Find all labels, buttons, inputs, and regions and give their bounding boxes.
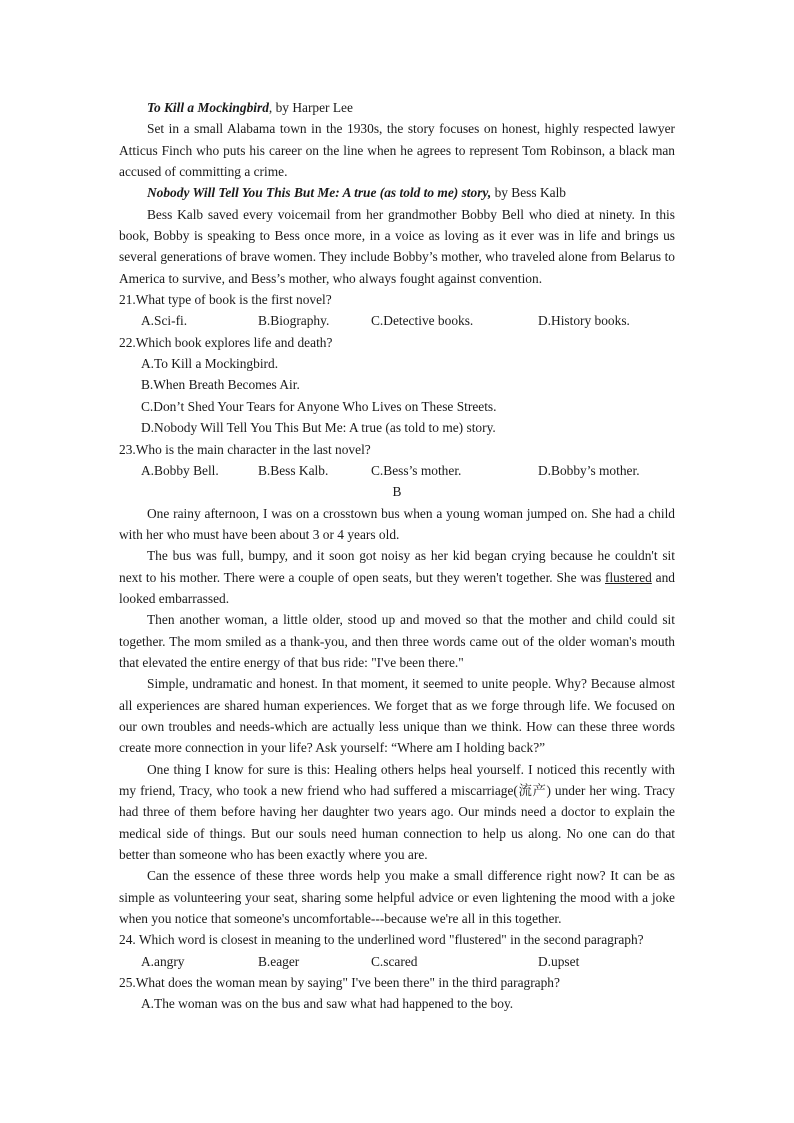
passage-paragraph-2 bbox=[119, 545, 675, 609]
book-2-author: by Bess Kalb bbox=[491, 185, 566, 201]
passage-paragraph-6: Can the essence of these three words help you make a small difference right now? It can be as simple as volunteering your seat, sharing some helpful advice or even lightening the mood with a joke when you notice that someone's uncomfortable---because we're all in this together. bbox=[119, 868, 675, 927]
question-24-options bbox=[119, 951, 675, 972]
passage-paragraph-1: One rainy afternoon, I was on a crosstown bus when a young woman jumped on. She had a child with her who must have been about 3 or 4 years old. bbox=[119, 505, 675, 542]
q24-option-a: A.angry bbox=[141, 953, 185, 969]
question-24: 24. Which word is closest in meaning to the underlined word "flustered" in the second paragraph? bbox=[119, 932, 644, 948]
book-1-heading bbox=[119, 97, 675, 118]
q23-option-b: B.Bess Kalb. bbox=[258, 462, 329, 478]
q22-option-b: B.When Breath Becomes Air. bbox=[141, 377, 300, 393]
passage-paragraph-4: Simple, undramatic and honest. In that moment, it seemed to unite people. Why? Because almost all experiences are shared human experiences. We forget that as we forge through life. We focused on our own troubles and needs-which are actually less unique than we think. How can these three words create more connection in your life? Ask yourself: “Where am I holding back?” bbox=[119, 676, 675, 756]
q24-option-c: C.scared bbox=[371, 953, 418, 969]
book-1-title: To Kill a Mockingbird bbox=[147, 100, 269, 115]
passage-paragraph-3: Then another woman, a little older, stood up and moved so that the mother and child could sit together. The mom smiled as a thank-you, and then three words came out of the older woman's mouth that elevated the entire energy of that bus ride: "I've been there." bbox=[119, 612, 675, 670]
q21-option-b: B.Biography. bbox=[258, 313, 330, 329]
q21-option-d: D.History books. bbox=[538, 313, 630, 329]
question-23: 23.Who is the main character in the last novel? bbox=[119, 441, 371, 457]
q23-option-a: A.Bobby Bell. bbox=[141, 462, 219, 478]
p2-text-before: The bus was full, bumpy, and it soon got noisy as her kid began crying because he couldn't sit next to his mother. There were a couple of open seats, but they weren't together. She was bbox=[119, 548, 675, 585]
question-21-options bbox=[119, 310, 675, 331]
book-1-description: Set in a small Alabama town in the 1930s, the story focuses on honest, highly respected lawyer Atticus Finch who puts his career on the line when he agrees to represent Tom Robinson, a black man accused of committing a crime. bbox=[119, 121, 675, 180]
q22-option-a: A.To Kill a Mockingbird. bbox=[141, 356, 279, 372]
q24-option-d: D.upset bbox=[538, 953, 580, 969]
book-2-heading bbox=[119, 182, 675, 203]
section-b-heading: B bbox=[392, 484, 402, 500]
q24-option-b: B.eager bbox=[258, 953, 300, 969]
underlined-word-flustered: flustered bbox=[605, 569, 652, 585]
q22-option-d: D.Nobody Will Tell You This But Me: A true (as told to me) story. bbox=[141, 420, 496, 436]
question-25: 25.What does the woman mean by saying" I've been there" in the third paragraph? bbox=[119, 975, 560, 991]
question-22: 22.Which book explores life and death? bbox=[119, 334, 333, 350]
question-23-options bbox=[119, 460, 675, 481]
q21-option-c: C.Detective books. bbox=[371, 313, 474, 329]
book-2-title: Nobody Will Tell You This But Me: A true (as told to me) story, bbox=[147, 185, 492, 201]
document-content bbox=[119, 97, 675, 1015]
q25-option-a: A.The woman was on the bus and saw what had happened to the boy. bbox=[141, 996, 514, 1012]
p2-text-after: and looked embarrassed. bbox=[119, 569, 676, 606]
q23-option-c: C.Bess’s mother. bbox=[371, 462, 462, 478]
book-1-author: , by Harper Lee bbox=[268, 100, 353, 115]
q23-option-d: D.Bobby’s mother. bbox=[538, 462, 640, 478]
question-21: 21.What type of book is the first novel? bbox=[119, 292, 332, 308]
book-2-description: Bess Kalb saved every voicemail from her grandmother Bobby Bell who died at ninety. In this book, Bobby is speaking to Bess once more, in a voice as loving as it ever was in life and brings us several generations of brave women. They include Bobby’s mother, who traveled alone from Belarus to America to survive, and Bess’s mother, who always fought against convention. bbox=[119, 206, 675, 286]
q22-option-c: C.Don’t Shed Your Tears for Anyone Who Lives on These Streets. bbox=[141, 398, 497, 414]
q21-option-a: A.Sci-fi. bbox=[141, 313, 188, 329]
passage-paragraph-5: One thing I know for sure is this: Healing others helps heal yourself. I noticed this recently with my friend, Tracy, who took a new friend who had suffered a miscarriage(流产) under her wing. Tracy had three of them before having her daughter two years ago. Our minds need a doctor to explain the medical side of things. But our souls need human connection to help us along. No one can do that better than someone who has been exactly where you are. bbox=[119, 761, 675, 863]
